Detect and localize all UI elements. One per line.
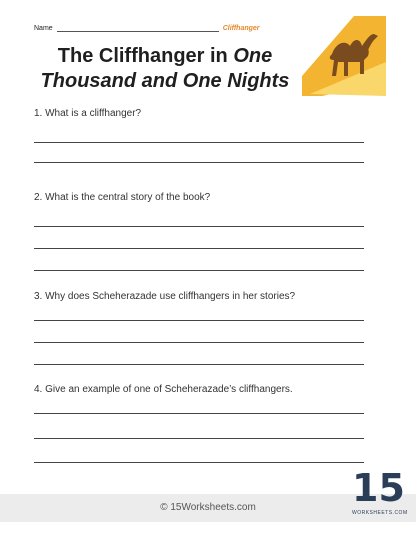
question-1: 1. What is a cliffhanger? (34, 108, 142, 119)
name-line (57, 24, 219, 32)
footer-copyright: © 15Worksheets.com (160, 502, 256, 513)
title-italic-2: Thousand and One Nights (40, 70, 290, 92)
answer-line[interactable] (34, 248, 364, 249)
answer-line[interactable] (34, 226, 364, 227)
worksheet-name: Cliffhanger (222, 25, 260, 32)
answer-line[interactable] (34, 320, 364, 321)
answer-line[interactable] (34, 413, 364, 414)
site-logo (352, 466, 408, 528)
logo-text: WORKSHEETS.COM (352, 510, 408, 516)
worksheet-header (34, 24, 260, 32)
title-italic-1: One (233, 45, 273, 67)
answer-line[interactable] (34, 162, 364, 163)
answer-line[interactable] (34, 438, 364, 439)
logo-number: 15 (352, 466, 405, 510)
question-3: 3. Why does Scheherazade use cliffhangers in her stories? (34, 291, 296, 302)
name-label: Name (34, 25, 53, 32)
question-2: 2. What is the central story of the book? (34, 192, 211, 203)
camel-icon (302, 16, 386, 96)
answer-line[interactable] (34, 270, 364, 271)
answer-line[interactable] (34, 364, 364, 365)
page-title (30, 44, 300, 94)
answer-line[interactable] (34, 142, 364, 143)
answer-line[interactable] (34, 462, 364, 463)
title-plain: The Cliffhanger in (57, 45, 234, 67)
answer-line[interactable] (34, 342, 364, 343)
question-4: 4. Give an example of one of Scheherazade’s cliffhangers. (34, 384, 293, 395)
